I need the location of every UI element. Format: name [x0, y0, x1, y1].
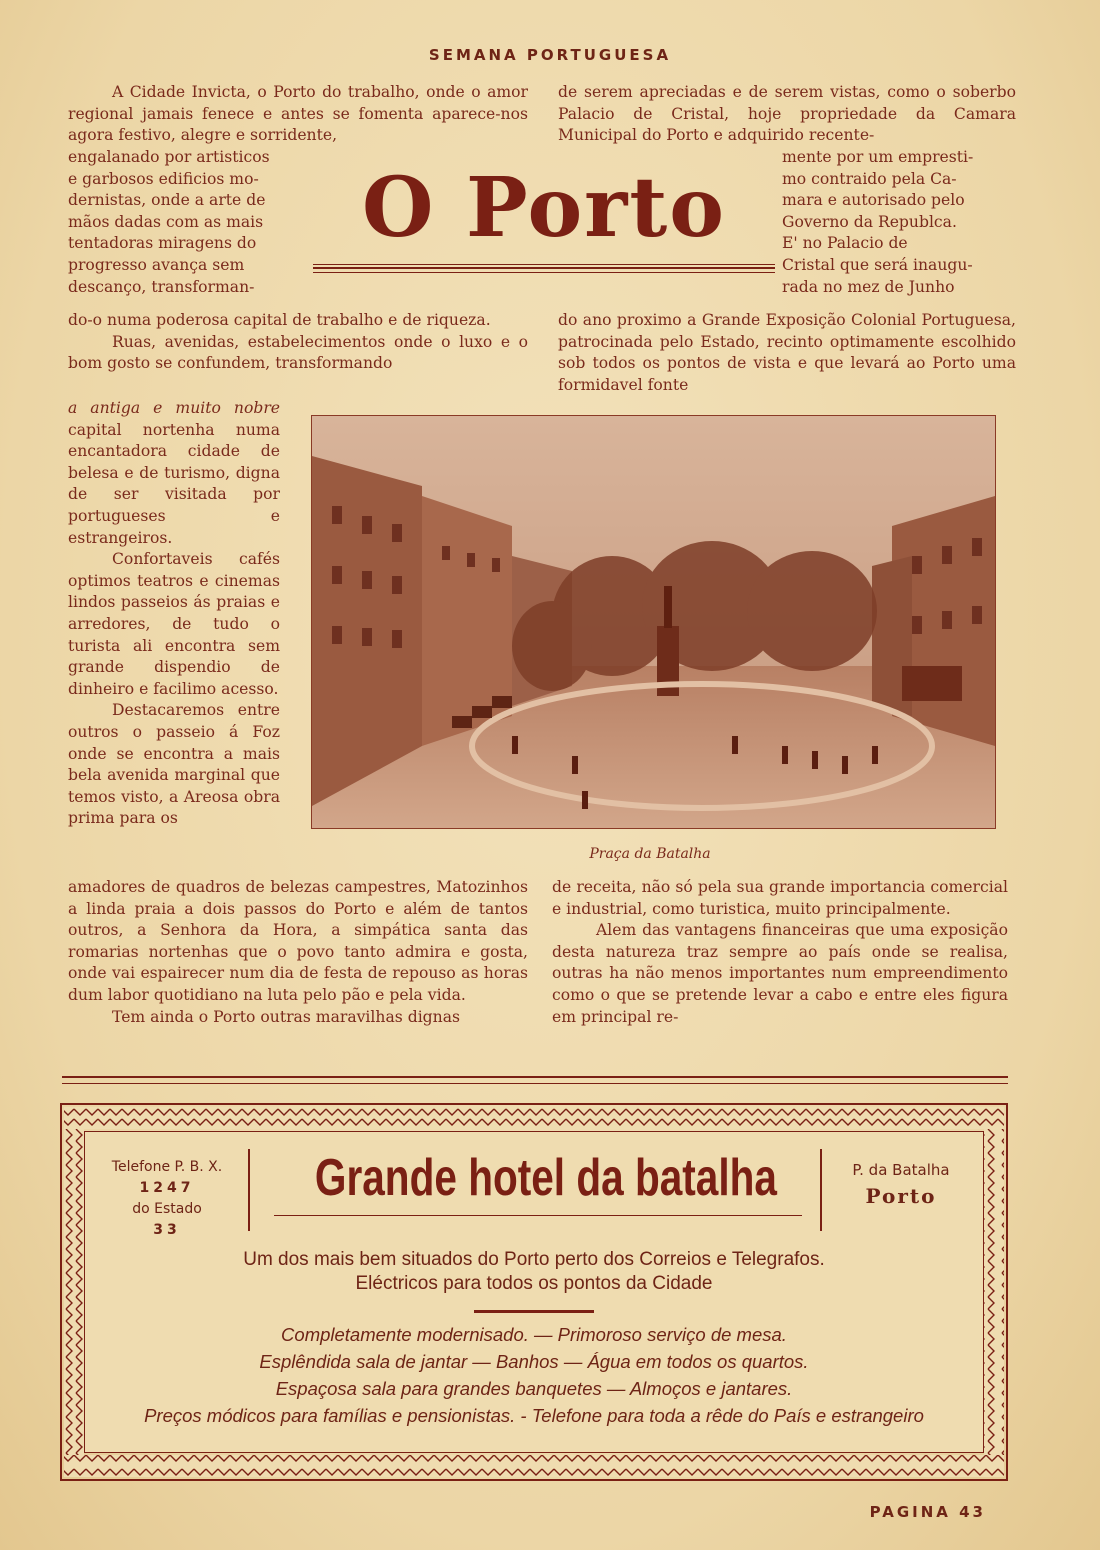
paragraph-cont: capital nortenha numa encantadora cidade de belesa e de turismo, digna de ser visitada por portugueses e estrangeiros.	[68, 420, 280, 547]
text-line: descanço, transforman-	[68, 277, 255, 296]
city-label: Porto	[865, 1184, 937, 1208]
text-line: engalanado por artisticos	[68, 148, 270, 166]
title-rule	[313, 264, 775, 273]
advert-mid-rule	[474, 1310, 594, 1313]
article-title: O Porto	[362, 160, 726, 256]
paragraph: de serem apreciadas e de serem vistas, como o soberbo Palacio de Cristal, hoje propriedade da Camara Municipal do Porto e adquirido recente-	[558, 83, 1016, 145]
paragraph: do ano proximo a Grande Exposição Colonial Portuguesa, patrocinada pelo Estado, recinto optimamente escolhido sob todos os pontos de vista e que levará ao Porto uma formidavel fonte	[558, 311, 1016, 394]
text-line: mara e autorisado pelo	[782, 191, 965, 210]
text-line: mãos dadas com as mais	[68, 212, 264, 231]
state-label: do Estado	[132, 1201, 202, 1217]
paragraph: Confortaveis cafés optimos teatros e cinemas lindos passeios ás praias e arredores, de tudo o turista ali encontra sem grande dispendio de dinheiro e facilimo acesso.	[68, 550, 280, 698]
right-column-mid	[558, 310, 1016, 396]
left-column-top	[68, 82, 528, 147]
phone-number: 1247	[139, 1180, 195, 1196]
text-line: mo contraido pela Ca-	[782, 169, 957, 188]
page-number: PAGINA 43	[869, 1503, 986, 1521]
advert-rule-left	[248, 1149, 250, 1231]
paragraph: Alem das vantagens financeiras que uma exposição desta natureza traz sempre ao país onde se realisa, outras ha não menos importantes num empreendimento como o que se pretende levar a cabo e entre eles figura em principal re-	[552, 921, 1008, 1026]
paragraph: Ruas, avenidas, estabelecimentos onde o luxo e o bom gosto se confundem, transformando	[68, 332, 528, 373]
phone-label: Telefone P. B. X.	[111, 1159, 223, 1175]
italic-phrase: a antiga e muito nobre	[68, 399, 280, 417]
paragraph: do-o numa poderosa capital de trabalho e de riqueza.	[68, 311, 491, 329]
text-line: E' no Palacio de	[782, 234, 908, 253]
paragraph: A Cidade Invicta, o Porto do trabalho, onde o amor regional jamais fenece e antes se fomenta aparece-nos agora festivo, alegre e sorridente,	[68, 83, 528, 145]
photo-illustration	[312, 416, 995, 828]
left-column-wrap	[68, 147, 304, 298]
text-line: Cristal que será inaugu-	[782, 255, 973, 274]
advert-features	[62, 1321, 1006, 1429]
photo-praca-da-batalha	[311, 415, 996, 829]
text-line: mente por um empresti-	[782, 148, 974, 166]
text-line: Governo da Republca.	[782, 212, 957, 231]
photo-caption: Praça da Batalha	[589, 846, 711, 862]
paragraph: de receita, não só pela sua grande importancia comercial e industrial, como turistica, muito principalmente.	[552, 878, 1008, 918]
advert-tagline: Um dos mais bem situados do Porto perto dos Correios e Telegrafos.	[243, 1249, 825, 1270]
paragraph: Destacaremos entre outros o passeio á Foz onde se encontra a mais bela avenida marginal que temos visto, a Areosa obra prima para os	[68, 701, 280, 828]
state-number: 33	[153, 1222, 181, 1238]
address-label: P. da Batalha	[852, 1161, 950, 1179]
feature-line: Completamente modernisado. — Primoroso serviço de mesa.	[281, 1324, 787, 1345]
section-divider	[62, 1076, 1008, 1084]
advert-address-block	[826, 1157, 976, 1209]
advert-phone-block	[82, 1157, 252, 1241]
feature-line: Esplêndida sala de jantar — Banhos — Água em todos os quartos.	[259, 1351, 809, 1372]
right-column-top	[558, 82, 1016, 147]
hotel-name: Grande hotel da batalha	[314, 1149, 777, 1207]
hotel-advert	[60, 1103, 1008, 1481]
text-line: progresso avança sem	[68, 255, 245, 274]
text-line: rada no mez de Junho	[782, 277, 955, 296]
advert-rule-right	[820, 1149, 822, 1231]
right-column-bottom	[552, 877, 1008, 1028]
text-line: dernistas, onde a arte de	[68, 191, 266, 210]
text-line: tentadoras miragens do	[68, 234, 257, 253]
paragraph: amadores de quadros de belezas campestres, Matozinhos a linda praia a dois passos do Porto e além de tantos outros, a Senhora da Hora, a simpática santa das romarias nortenhas que o povo tanto admira e gosta, onde vai espairecer num dia de festa de repouso as horas dum labor quotidiano na luta pelo pão e pela vida.	[68, 878, 528, 1004]
hotel-name-underline	[274, 1215, 802, 1216]
feature-line: Espaçosa sala para grandes banquetes — Almoços e jantares.	[275, 1378, 793, 1399]
right-column-wrap	[782, 147, 1014, 298]
left-column-narrow	[68, 398, 280, 830]
running-head: SEMANA PORTUGUESA	[428, 46, 672, 64]
left-column-bottom	[68, 877, 528, 1028]
feature-line: Preços módicos para famílias e pensionistas. - Telefone para toda a rêde do País e estrangeiro	[144, 1405, 924, 1426]
article-title-block	[313, 160, 775, 280]
paragraph: Tem ainda o Porto outras maravilhas dignas	[112, 1007, 461, 1026]
text-line: e garbosos edificios mo-	[68, 169, 259, 188]
left-column-mid	[68, 310, 528, 375]
advert-tagline: Eléctricos para todos os pontos da Cidade	[355, 1273, 713, 1294]
